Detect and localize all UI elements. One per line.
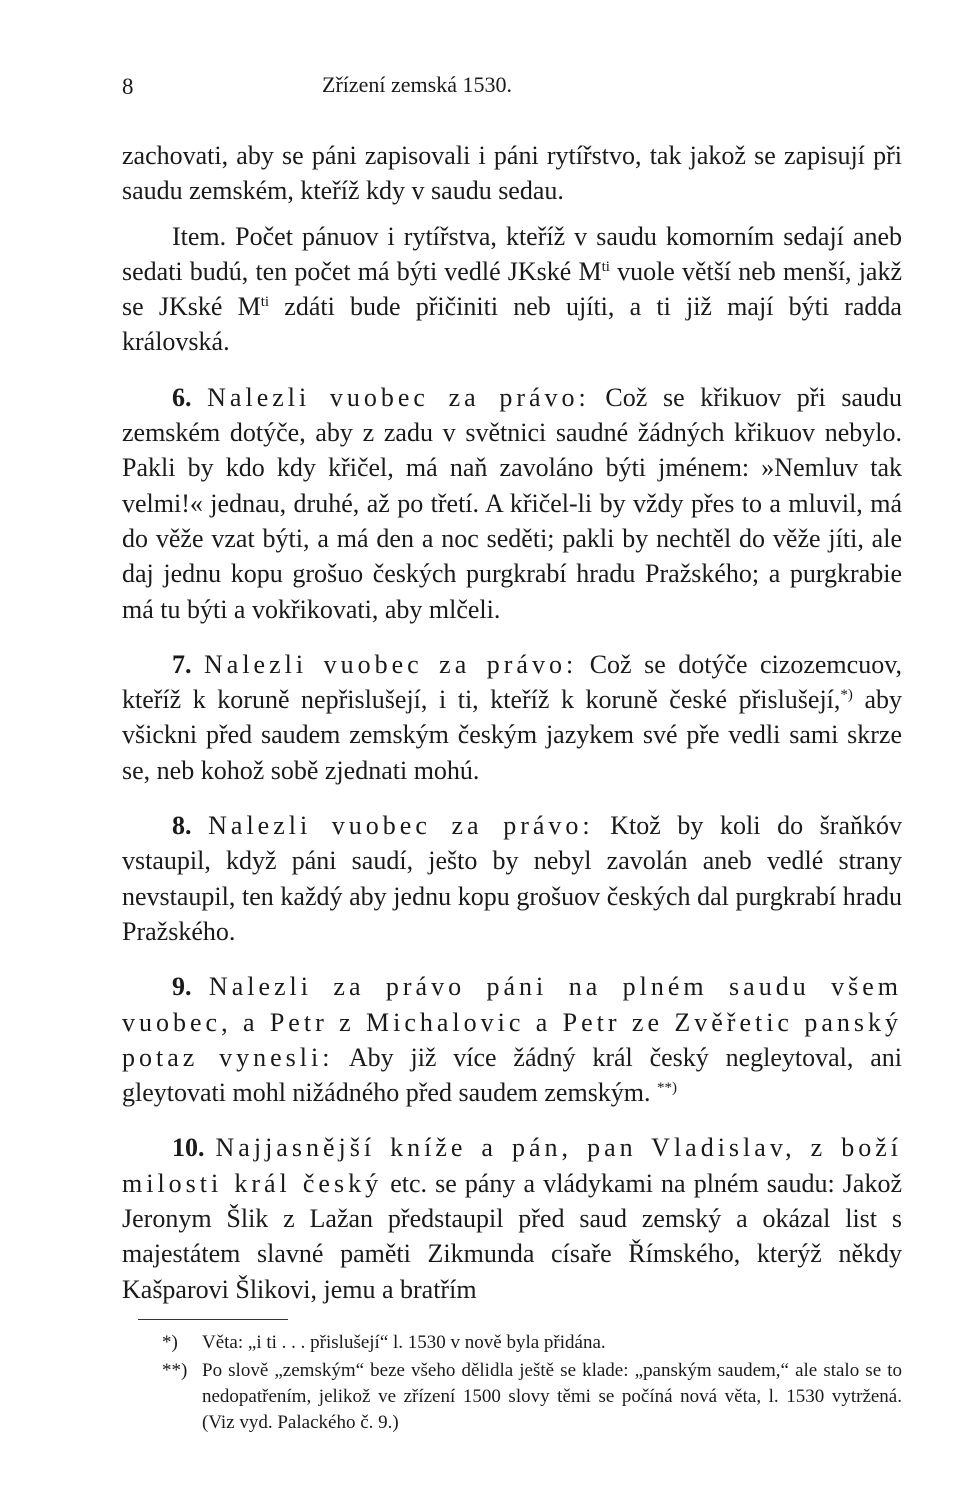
paragraph-text: vuole větší neb menší, jakž se JKské M [122,256,902,322]
paragraph-text: zdáti bude přičiniti neb ujíti, a ti již mají býti radda královská. [122,292,902,357]
section-number: 10. [172,1133,205,1163]
section-number: 6. [172,382,192,412]
footnotes [122,1330,902,1436]
footnote-reference: **) [657,1080,678,1097]
section-lead: Najjasnější kníže a pán, pan Vladislav, z boží milosti král český [122,1133,902,1198]
footnote-text: Věta: „i ti . . . přislušejí“ l. 1530 v nově byla přidána. [202,1331,606,1353]
section-lead: Nalezli vuobec za právo: [204,649,578,679]
section-text: aby všickni před saudem zemským českým jazykem své pře vedli sami skrze se, neb kohož sobě zjednati mohú. [122,685,902,785]
running-title: Zřízení zemská 1530. [322,72,512,97]
footnote-rule [138,1319,288,1320]
section-text: Aby již více žádný král český negleytoval, ani gleytovati mohl nižádného před saudem zemským. [122,1042,902,1108]
paragraph-continuation [122,138,902,209]
section-text: Ktož by koli do šraňkóv vstaupil, když páni saudí, ješto by nebyl zavolán aneb vedlé strany nevstaupil, ten každý aby jednu kopu grošuov českých dal purgkrabí hradu Pražského. [122,811,903,946]
page-number: 8 [122,74,134,99]
section-text: etc. se pány a vládykami na plném saudu: Jakož Jeronym Šlik z Lažan předstaupil před saud zemský a okázal list s majestátem slavné paměti Zikmunda císaře Římského, kterýž někdy Kašparovi Šlikovi, jemu a bratřím [122,1168,903,1304]
document-page [122,64,902,1438]
footnote [122,1330,902,1356]
section-text: Což se dotýče cizozemcuov, kteříž k koruně nepřislušejí, i ti, kteříž k koruně české přislušejí, [122,649,903,715]
superscript: ti [601,258,610,275]
footnote-mark: **) [162,1359,188,1381]
section-7 [122,647,902,788]
paragraph-item [122,219,902,360]
page-header [122,64,902,104]
section-text: Což se křikuov při saudu zemském dotýče, aby z zadu v světnici saudné žádných křikuov nebylo. Pakli by kdo kdy křičel, má naň zavoláno býti jménem: »Nemluv tak velmi!« jednau, druhé, až po třetí. A křičel-li by vždy přes to a mluvil, má do věže vzat býti, a má den a noc seděti; pakli by nechtěl do věže jíti, ale daj jednu kopu grošuo českých purgkrabí hradu Pražského; a purgkrabie má tu býti a vokřikovati, aby mlčeli. [122,382,902,624]
footnote-mark: *) [162,1331,178,1353]
footnote [122,1358,902,1436]
section-number: 8. [172,811,192,841]
body-text [122,138,902,1307]
section-9 [122,969,902,1110]
superscript: ti [260,294,270,311]
section-lead: Nalezli vuobec za právo: [208,811,594,841]
footnote-text: Po slově „zemským“ beze všeho dělidla ještě se klade: „panským saudem,“ ale stalo se to nedopatřením, jelikož ve zřízení 1500 slovy těmi se počíná nová věta, l. 1530 vytržená. (Viz vyd. Palackého č. 9.) [202,1359,902,1433]
section-10 [122,1130,902,1306]
section-8 [122,808,902,949]
paragraph-text: Item. Počet pánuov i rytířstva, kteříž v saudu komorním sedají aneb sedati budú, ten počet má býti vedlé JKské M [122,221,902,286]
paragraph-text: zachovati, aby se páni zapisovali i páni rytířstvo, tak jakož se zapisují při saudu zemském, kteříž kdy v saudu sedau. [122,141,902,206]
section-lead: Nalezli za právo páni na plném saudu všem vuobec, a Petr z Michalovic a Petr ze Zvěřetic panský potaz vynesli: [122,972,902,1072]
section-number: 9. [172,972,192,1002]
section-6 [122,380,902,627]
section-number: 7. [172,649,192,679]
section-lead: Nalezli vuobec za právo: [207,382,590,412]
footnote-reference: *) [840,687,853,704]
